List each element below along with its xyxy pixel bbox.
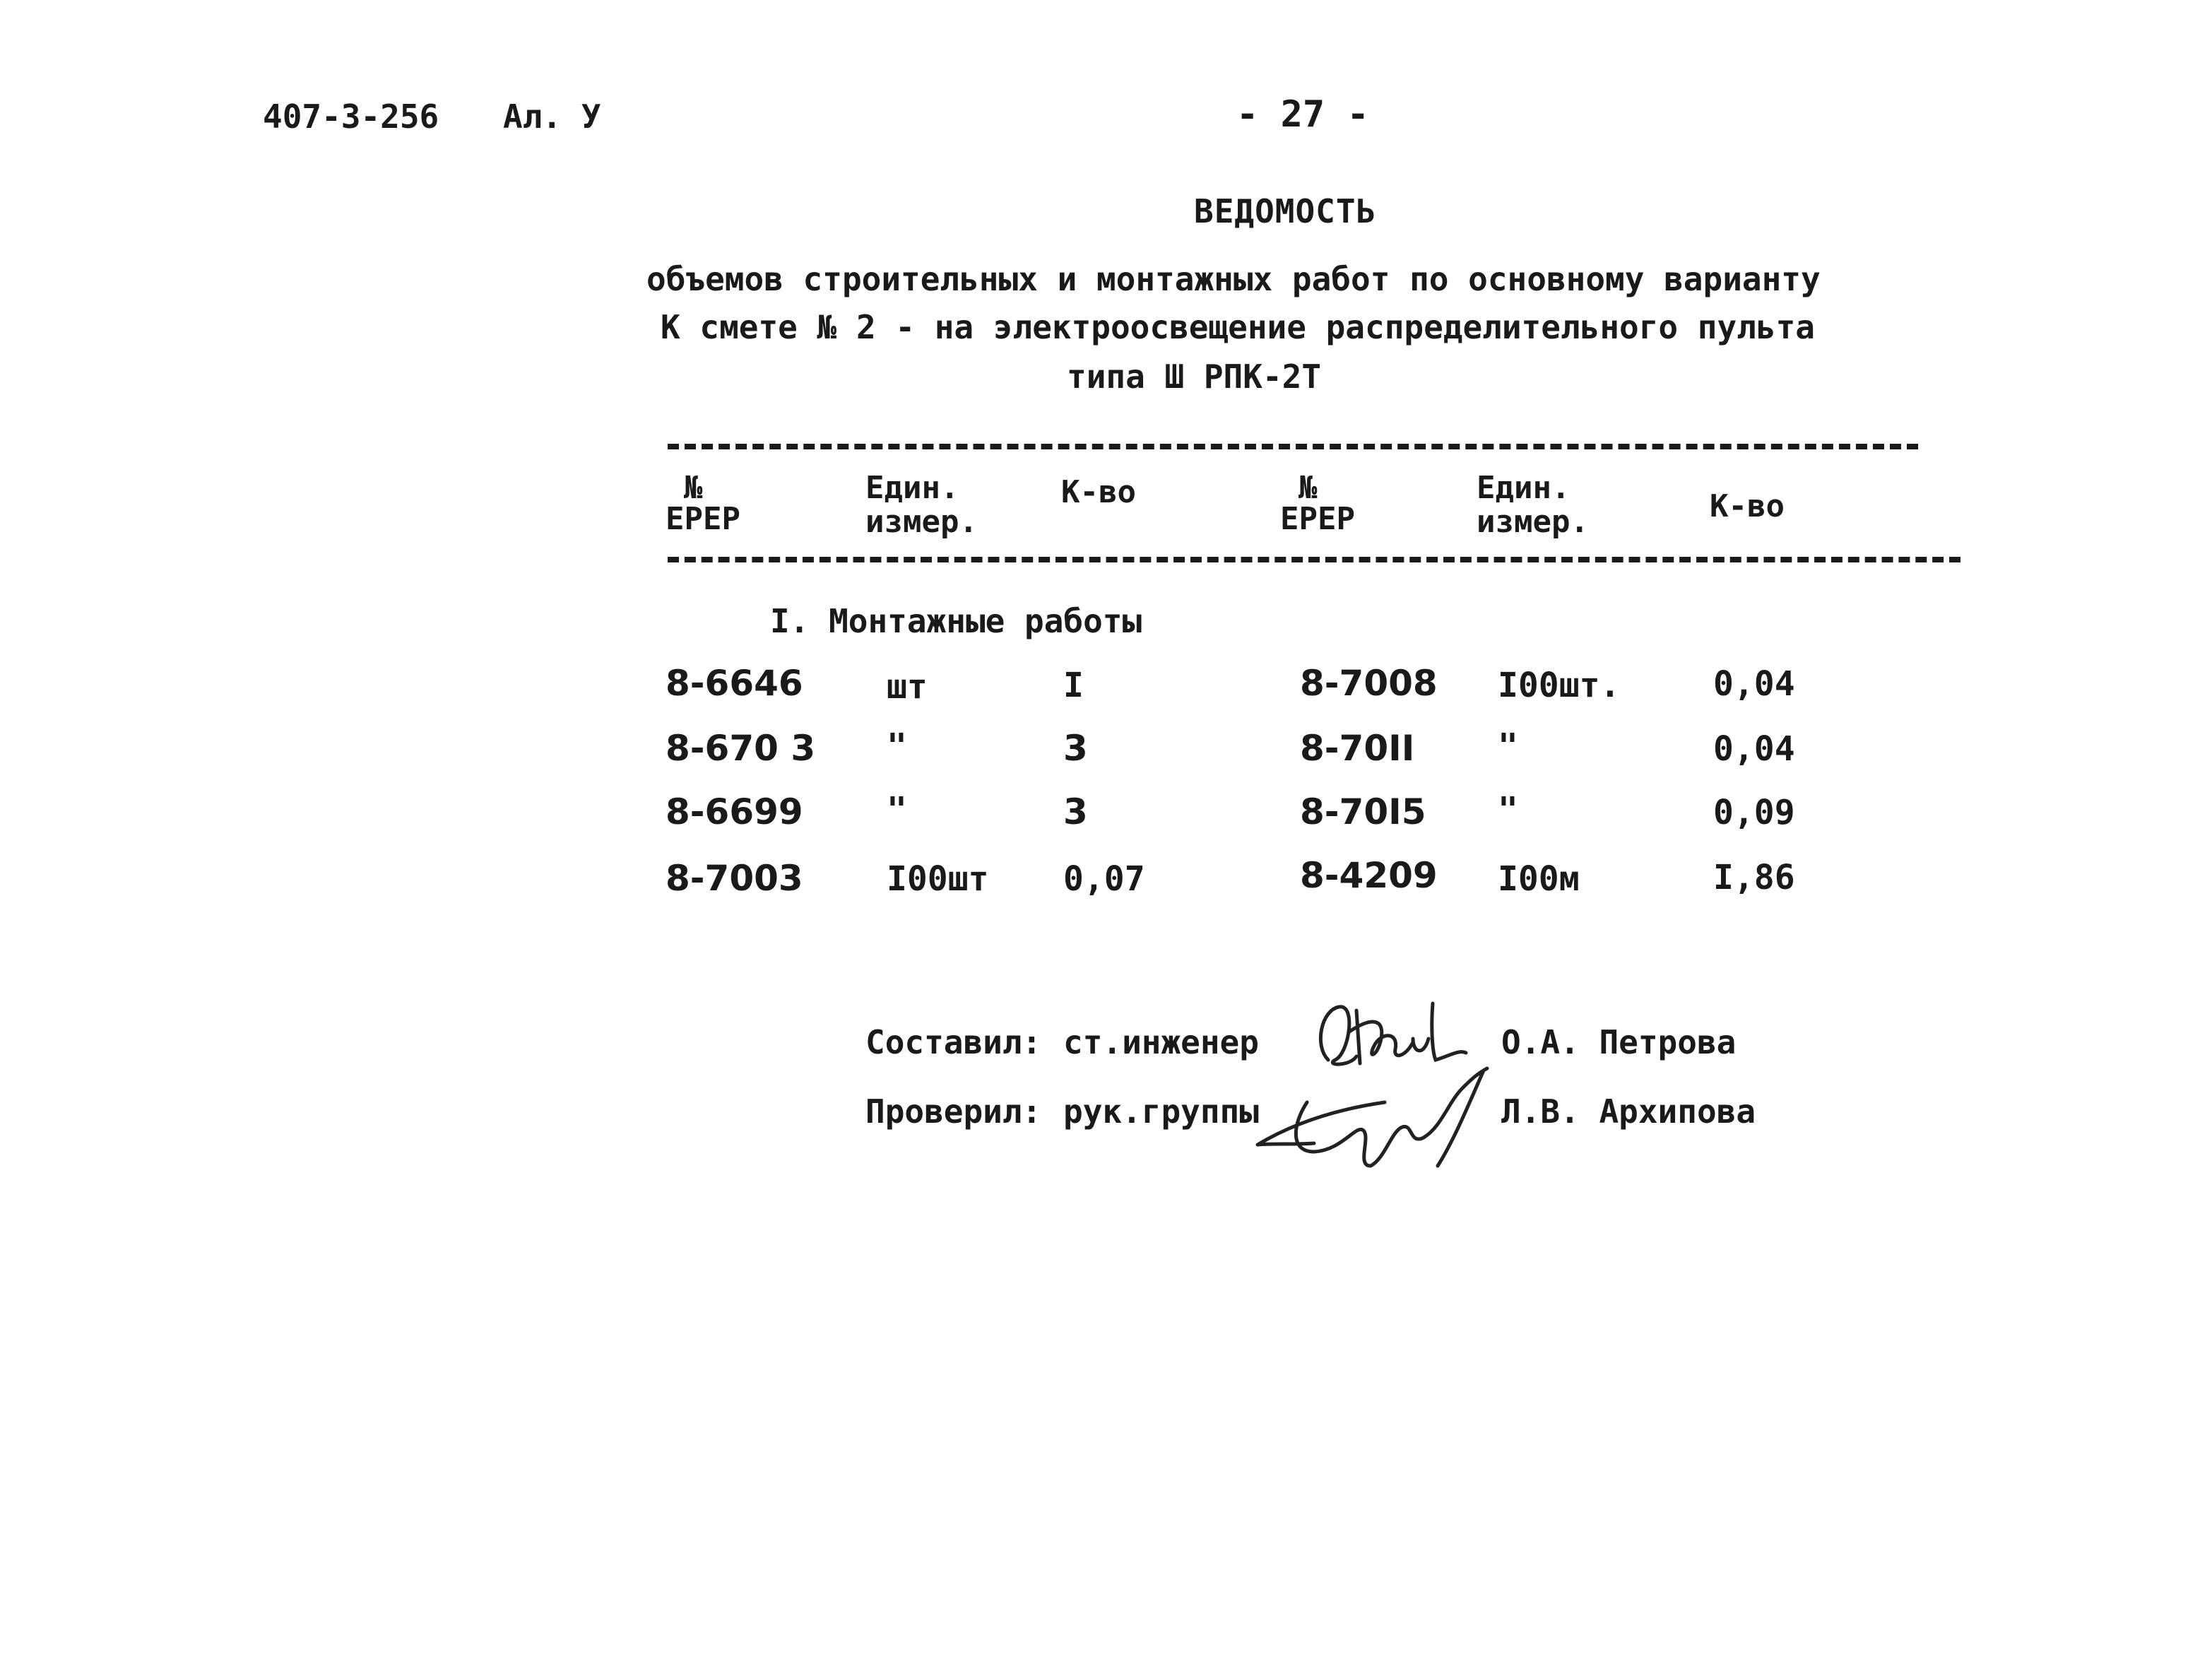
compiled-label: Составил:	[865, 1023, 1042, 1061]
page-number: - 27 -	[1236, 93, 1369, 136]
header-col6-qty: К-во	[1710, 488, 1785, 524]
erer-b: 8-70II	[1300, 728, 1415, 769]
checked-role: рук.группы	[1063, 1092, 1259, 1131]
album-number: Ал. У	[503, 98, 601, 136]
arkhipova-signature	[1250, 1060, 1505, 1180]
section-title: I. Монтажные работы	[770, 602, 1142, 640]
compiled-role: ст.инженер	[1063, 1023, 1259, 1061]
checked-name: Л.В. Архипова	[1501, 1092, 1756, 1131]
document-title: ВЕДОМОСТЬ	[1194, 192, 1377, 230]
unit-b: "	[1498, 726, 1518, 766]
qty-a: 3	[1063, 791, 1088, 832]
compiled-name: О.А. Петрова	[1501, 1023, 1737, 1061]
erer-a: 8-6646	[666, 663, 803, 704]
erer-a: 8-670 3	[666, 728, 816, 769]
header-col4-num: №	[1299, 470, 1318, 506]
qty-a: I	[1063, 666, 1084, 705]
document-code: 407-3-256	[263, 98, 439, 136]
qty-b: 0,09	[1713, 793, 1795, 832]
unit-b: "	[1498, 790, 1518, 830]
header-col3-qty: К-во	[1061, 474, 1136, 510]
header-col2-unit: Един.	[865, 470, 959, 506]
table-header-rule	[668, 557, 1960, 562]
qty-b: 0,04	[1713, 664, 1795, 704]
unit-b: I00шт.	[1498, 666, 1621, 705]
unit-a: "	[887, 726, 907, 766]
qty-b: I,86	[1713, 858, 1795, 897]
unit-a: шт	[887, 667, 928, 707]
subtitle-line-1: объемов строительных и монтажных работ по основному варианту	[646, 260, 1821, 298]
erer-b: 8-7008	[1300, 663, 1438, 704]
qty-a: 0,07	[1063, 859, 1145, 899]
qty-b: 0,04	[1713, 729, 1795, 769]
unit-a: "	[887, 790, 907, 830]
unit-b: I00м	[1498, 859, 1580, 899]
subtitle-line-3: типа Ш РПК-2Т	[1067, 358, 1322, 396]
header-col5-unit: Един.	[1477, 470, 1571, 506]
erer-a: 8-6699	[666, 791, 803, 832]
header-col1-num: №	[684, 470, 703, 506]
subtitle-line-2: К смете № 2 - на электроосвещение распределительного пульта	[661, 308, 1815, 346]
header-col4-erer: ЕРЕР	[1280, 501, 1355, 537]
erer-b: 8-4209	[1300, 855, 1438, 896]
header-col2-measure: измер.	[865, 504, 978, 540]
header-col5-measure: измер.	[1477, 504, 1589, 540]
erer-a: 8-7003	[666, 858, 803, 899]
header-col1-erer: ЕРЕР	[666, 501, 740, 537]
qty-a: 3	[1063, 728, 1088, 769]
table-top-rule	[668, 444, 1918, 449]
checked-label: Проверил:	[865, 1092, 1042, 1131]
erer-b: 8-70I5	[1300, 791, 1426, 832]
unit-a: I00шт	[887, 859, 989, 899]
